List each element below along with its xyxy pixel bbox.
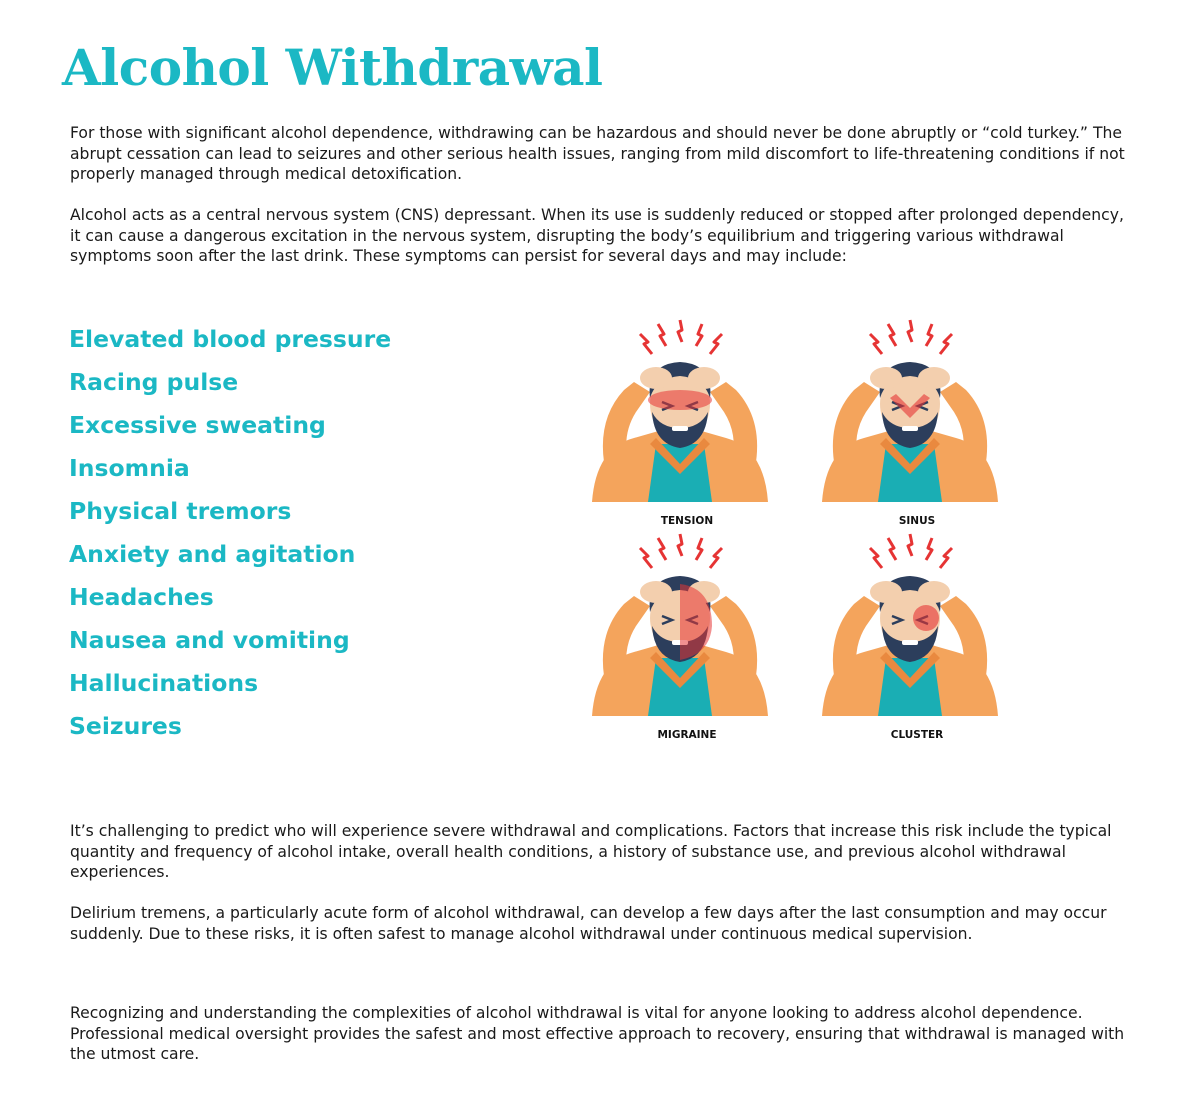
tension-caption: TENSION (660, 515, 714, 527)
migraine-headache-figure (572, 526, 802, 741)
symptom-item: Racing pulse (69, 368, 239, 396)
delirium-tremens-paragraph: Delirium tremens, a particularly acute form of alcohol withdrawal, can develop a few days after the last consumption and may occur suddenly. Due to these risks, it is often safest to manage alcohol withdrawal under continuous medical supervision. (70, 904, 1107, 943)
sinus-headache-figure (802, 312, 1032, 527)
man-holding-head-icon (572, 526, 802, 726)
man-holding-head-icon (572, 312, 802, 512)
intro-paragraph: For those with significant alcohol dependence, withdrawing can be hazardous and should never be done abruptly or “cold turkey.” The abrupt cessation can lead to seizures and other serious health issues, ranging from mild discomfort to life-threatening conditions if not properly managed through medical detoxification. (70, 124, 1125, 183)
migraine-caption: MIGRAINE (657, 729, 717, 741)
symptom-item: Nausea and vomiting (69, 626, 350, 654)
sinus-caption: SINUS (898, 515, 936, 527)
symptom-item: Excessive sweating (69, 411, 326, 439)
cns-paragraph: Alcohol acts as a central nervous system (CNS) depressant. When its use is suddenly reduced or stopped after prolonged dependency, it can cause a dangerous excitation in the nervous system, disrupting the body’s equilibrium and triggering various withdrawal symptoms soon after the last drink. These symptoms can persist for several days and may include: (70, 206, 1124, 265)
symptom-item: Seizures (69, 712, 182, 740)
page-title: Alcohol Withdrawal (62, 38, 603, 97)
headache-types-illustration (560, 312, 1030, 752)
symptom-list (69, 318, 391, 748)
symptom-item: Anxiety and agitation (69, 540, 356, 568)
symptom-item: Elevated blood pressure (69, 325, 392, 353)
symptom-item: Physical tremors (69, 497, 292, 525)
risk-factors-paragraph: It’s challenging to predict who will experience severe withdrawal and complications. Factors that increase this risk include the typical quantity and frequency of alcohol intake, overall health conditions, a history of substance use, and previous alcohol withdrawal experiences. (70, 822, 1112, 881)
symptom-item: Headaches (69, 583, 214, 611)
man-holding-head-icon (802, 526, 1032, 726)
symptom-item: Hallucinations (69, 669, 259, 697)
cluster-headache-figure (802, 526, 1032, 741)
tension-headache-figure (572, 312, 802, 527)
cluster-caption: CLUSTER (890, 729, 944, 741)
symptom-item: Insomnia (69, 454, 190, 482)
conclusion-paragraph: Recognizing and understanding the complexities of alcohol withdrawal is vital for anyone looking to address alcohol dependence. Professional medical oversight provides the safest and most effective approach to recovery, ensuring that withdrawal is managed with the utmost care. (70, 1004, 1125, 1063)
man-holding-head-icon (802, 312, 1032, 512)
